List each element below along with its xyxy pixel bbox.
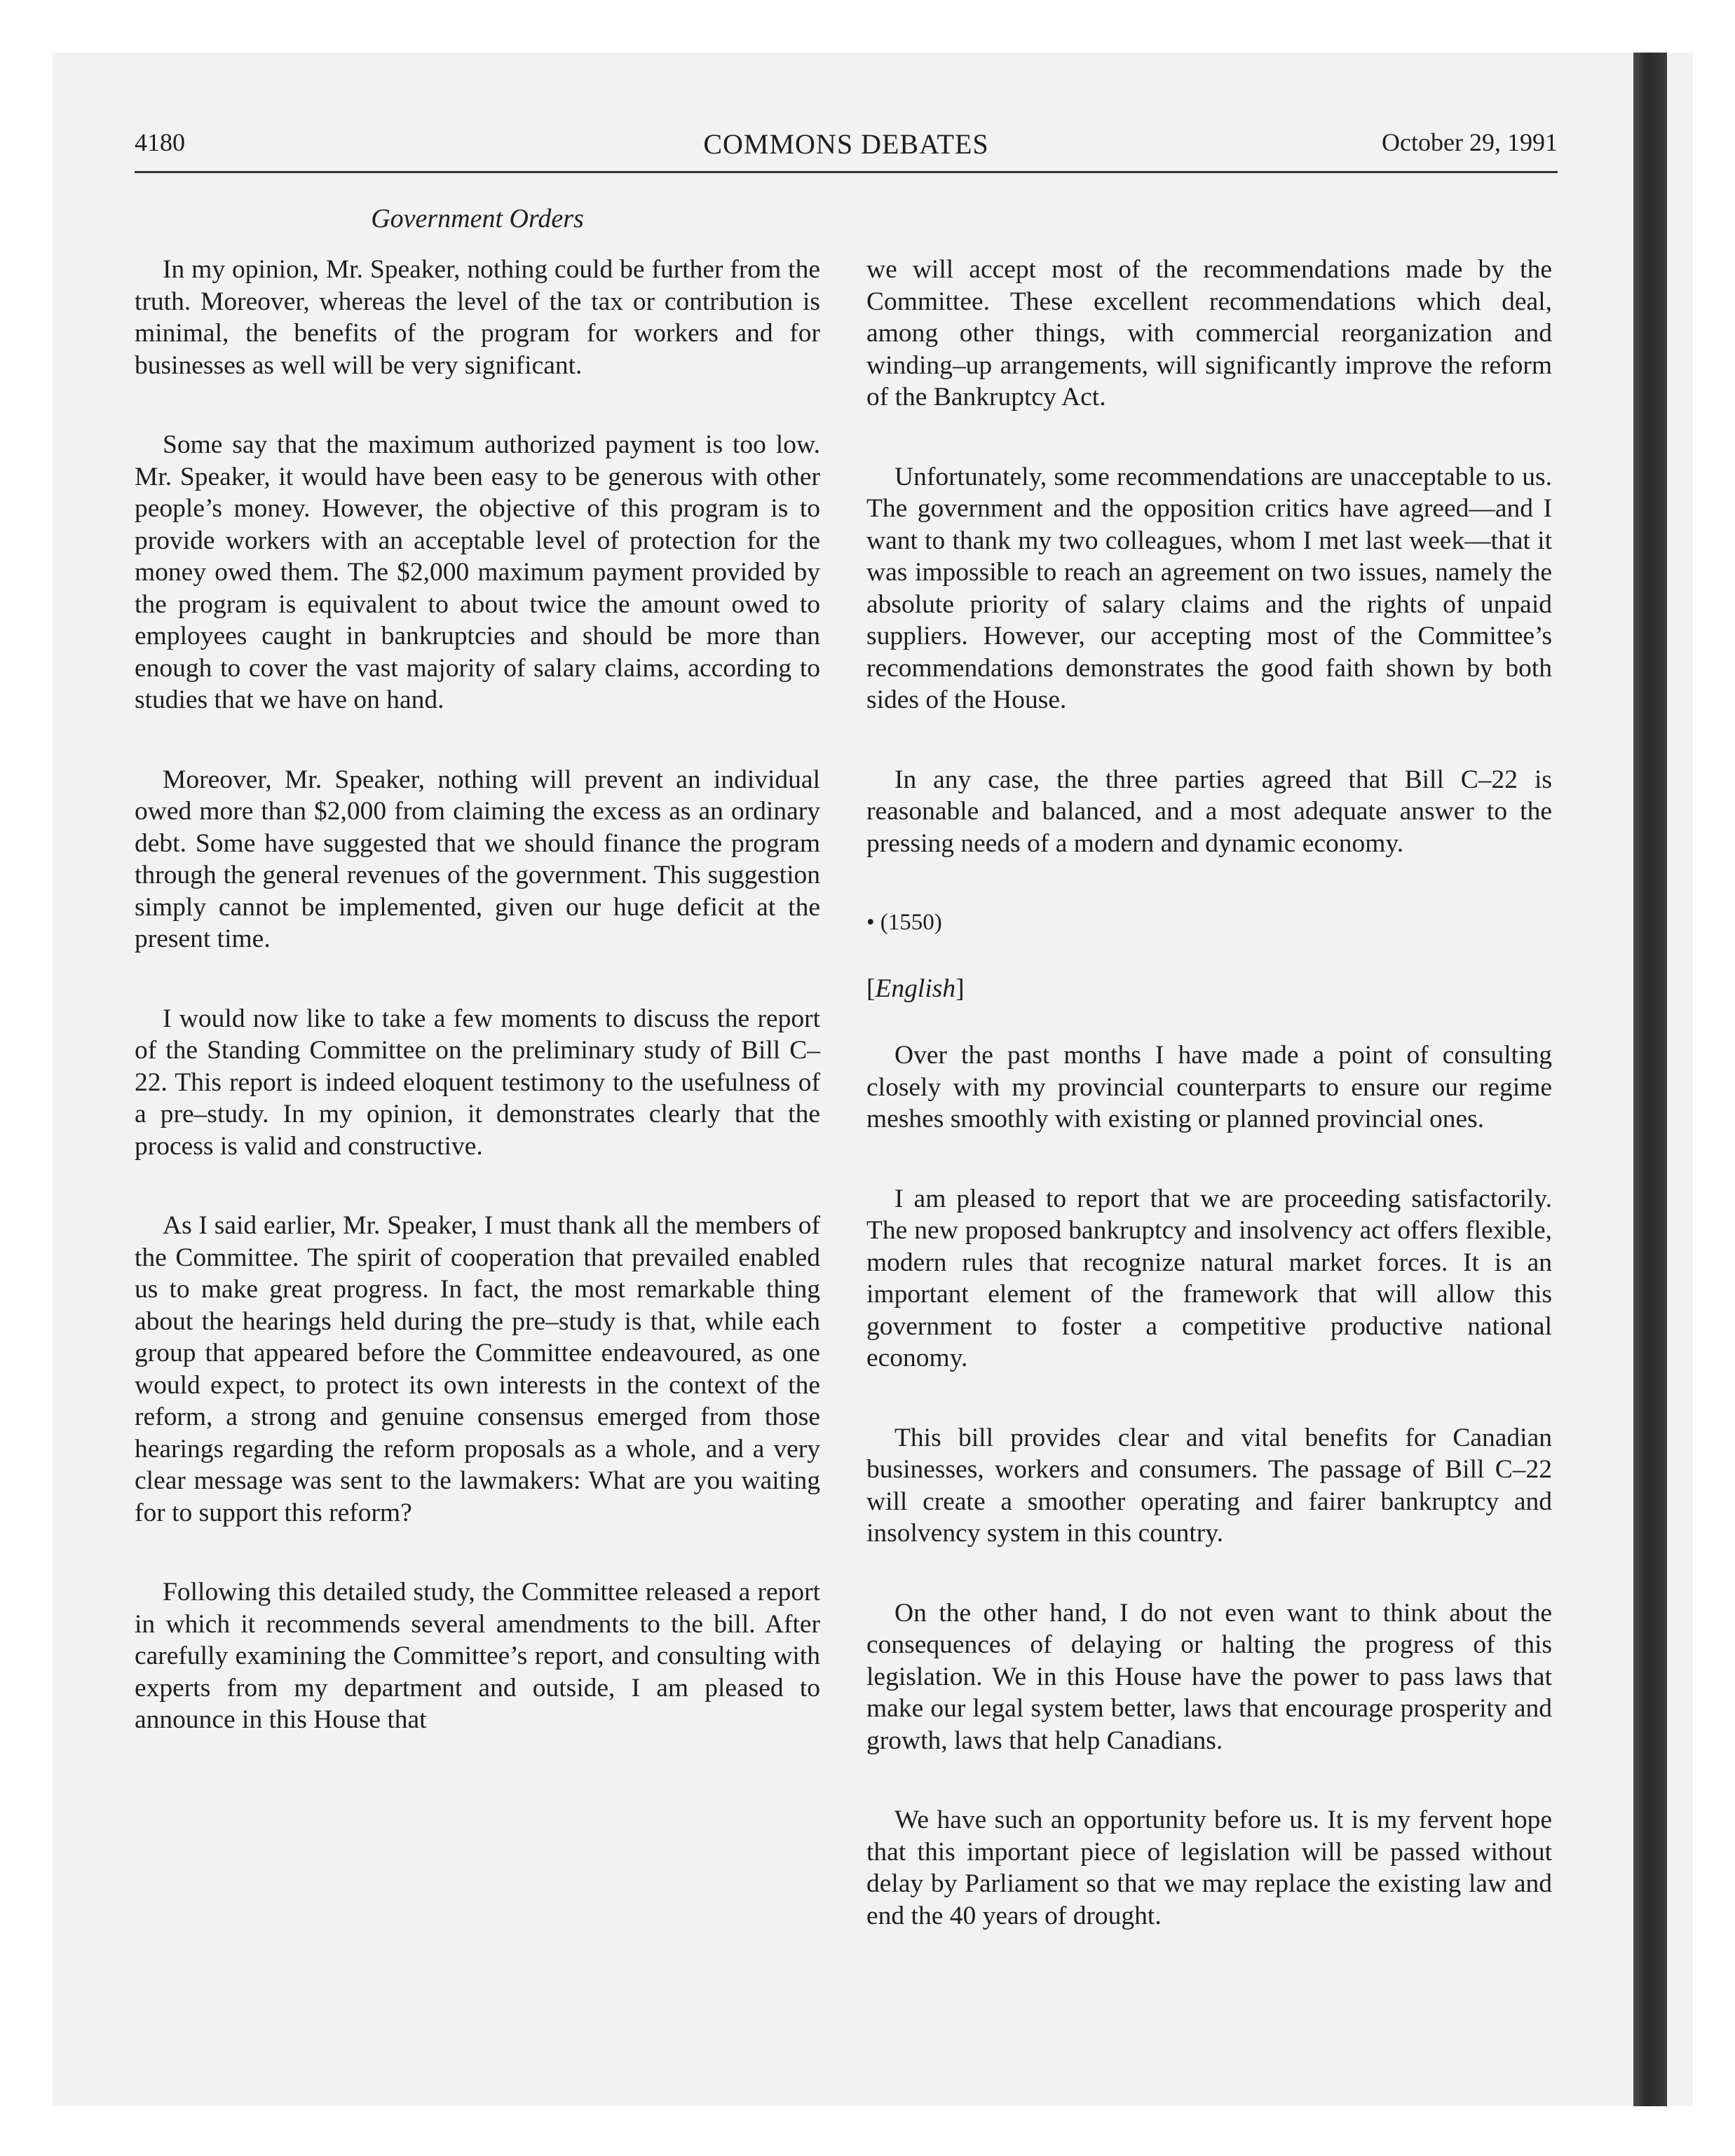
- paragraph: Moreover, Mr. Speaker, nothing will prevent an individual owed more than $2,000 from claiming the excess as an ordinary debt. Some have suggested that we should finance the program through the general revenues of the government. This suggestion simply cannot be implemented, given our huge deficit at the present time.: [135, 765, 820, 953]
- section-label: Government Orders: [371, 204, 584, 233]
- running-header: [135, 128, 1558, 173]
- paragraph: I am pleased to report that we are proceeding satisfactorily. The new proposed bankruptcy and insolvency act offers flexible, modern rules that recognize natural market forces. It is an important element of the framework that will allow this government to foster a competitive productive national economy.: [866, 1184, 1552, 1372]
- paragraph: Some say that the maximum authorized payment is too low. Mr. Speaker, it would have been easy to be generous with other people’s money. However, the objective of this program is to provide workers with an acceptable level of protection for the money owed them. The $2,000 maximum payment provided by the program is equivalent to about twice the amount owed to employees caught in bankruptcies and should be more than enough to cover the vast majority of salary claims, according to studies that we have on hand.: [135, 430, 820, 714]
- issue-date: October 29, 1991: [1382, 128, 1558, 156]
- paragraph: I would now like to take a few moments to discuss the report of the Standing Committee on the preliminary study of Bill C–22. This report is indeed eloquent testimony to the usefulness of a pre–study. In my opinion, it demonstrates clearly that the process is valid and constructive.: [135, 1004, 820, 1161]
- continued-paragraph: we will accept most of the recommendations made by the Committee. These excellent recommendations which deal, among other things, with commercial reorganization and winding–up arrangements, will significantly improve the reform of the Bankruptcy Act.: [866, 255, 1552, 411]
- paragraph: In any case, the three parties agreed that Bill C–22 is reasonable and balanced, and a most adequate answer to the pressing needs of a modern and dynamic economy.: [866, 765, 1552, 858]
- left-column: [135, 254, 820, 1784]
- language-marker: [English]: [866, 974, 965, 1003]
- paragraph: On the other hand, I do not even want to think about the consequences of delaying or halting the progress of this legislation. We in this House have the power to pass laws that make our legal system better, laws that encourage prosperity and growth, laws that help Canadians.: [866, 1598, 1552, 1755]
- paragraph: Unfortunately, some recommendations are unacceptable to us. The government and the opposition critics have agreed—and I want to thank my two colleagues, whom I met last week—that it was impossible to reach an agreement on two issues, namely the absolute priority of salary claims and the rights of unpaid suppliers. However, our accepting most of the Committee’s recommendations demonstrates the good faith shown by both sides of the House.: [866, 462, 1552, 714]
- paragraph: We have such an opportunity before us. It is my fervent hope that this important piece of legislation will be passed without delay by Parliament so that we may replace the existing law and end the 40 years of drought.: [866, 1806, 1552, 1930]
- page-number: 4180: [135, 128, 185, 156]
- paragraph: Over the past months I have made a point of consulting closely with my provincial counterparts to ensure our regime meshes smoothly with existing or planned provincial ones.: [866, 1041, 1552, 1133]
- right-column: [866, 254, 1552, 1979]
- paragraph: This bill provides clear and vital benefits for Canadian businesses, workers and consumers. The passage of Bill C–22 will create a smoother operating and fairer bankruptcy and insolvency system in this country.: [866, 1423, 1552, 1548]
- language-label: English: [875, 974, 956, 1003]
- paragraph: Following this detailed study, the Committee released a report in which it recommends several amendments to the bill. After carefully examining the Committee’s report, and consulting with experts from my department and outside, I am pleased to announce in this House that: [135, 1578, 820, 1734]
- scan-edge-shadow: [1633, 53, 1667, 2106]
- paragraph: As I said earlier, Mr. Speaker, I must thank all the members of the Committee. The spirit of cooperation that prevailed enabled us to make great progress. In fact, the most remarkable thing about the hearings held during the pre–study is that, while each group that appeared before the Committee endeavoured, as one would expect, to protect its own interests in the context of the reform, a strong and genuine consensus emerged from those hearings regarding the reform proposals as a whole, and a very clear message was sent to the lawmakers: What are you waiting for to support this reform?: [135, 1211, 820, 1527]
- paragraph: In my opinion, Mr. Speaker, nothing could be further from the truth. Moreover, whereas the level of the tax or contribution is minimal, the benefits of the program for workers and for businesses as well will be very significant.: [135, 255, 820, 380]
- time-marker: • (1550): [866, 910, 942, 935]
- publication-title: COMMONS DEBATES: [703, 128, 989, 160]
